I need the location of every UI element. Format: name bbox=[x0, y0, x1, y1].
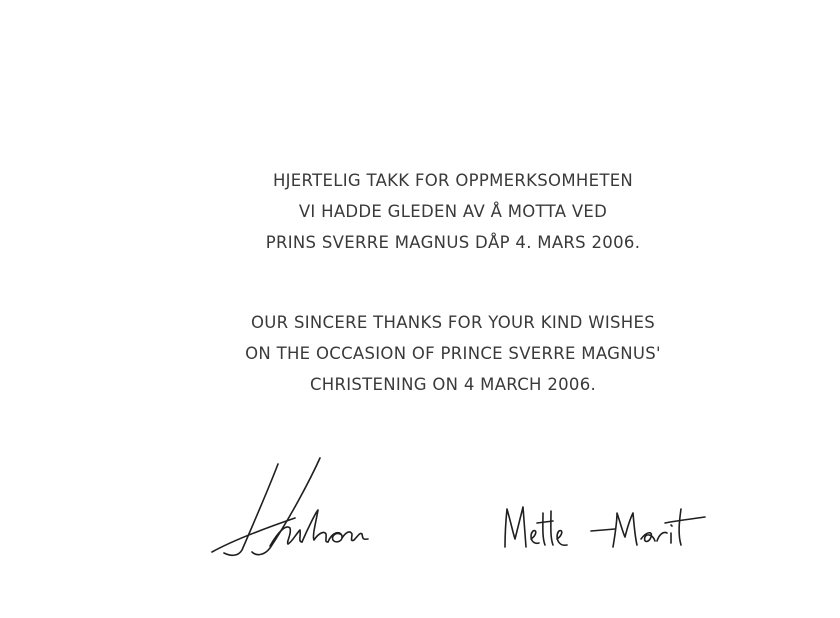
english-line-3: CHRISTENING ON 4 MARCH 2006. bbox=[309, 375, 597, 394]
norwegian-line-2: VI HADDE GLEDEN AV Å MOTTA VED bbox=[298, 202, 608, 221]
signature-haakon-drawing bbox=[200, 450, 380, 565]
norwegian-line-3: PRINS SVERRE MAGNUS DÅP 4. MARS 2006. bbox=[265, 233, 641, 252]
signature-mette-marit bbox=[495, 495, 715, 560]
signature-mette-marit-drawing bbox=[495, 495, 715, 560]
english-line-1: OUR SINCERE THANKS FOR YOUR KIND WISHES bbox=[251, 313, 655, 332]
norwegian-message bbox=[0, 165, 840, 258]
english-line-2: ON THE OCCASION OF PRINCE SVERRE MAGNUS' bbox=[245, 344, 661, 363]
english-message bbox=[0, 307, 840, 400]
signature-haakon bbox=[200, 450, 380, 565]
norwegian-line-1: HJERTELIG TAKK FOR OPPMERKSOMHETEN bbox=[272, 171, 634, 190]
